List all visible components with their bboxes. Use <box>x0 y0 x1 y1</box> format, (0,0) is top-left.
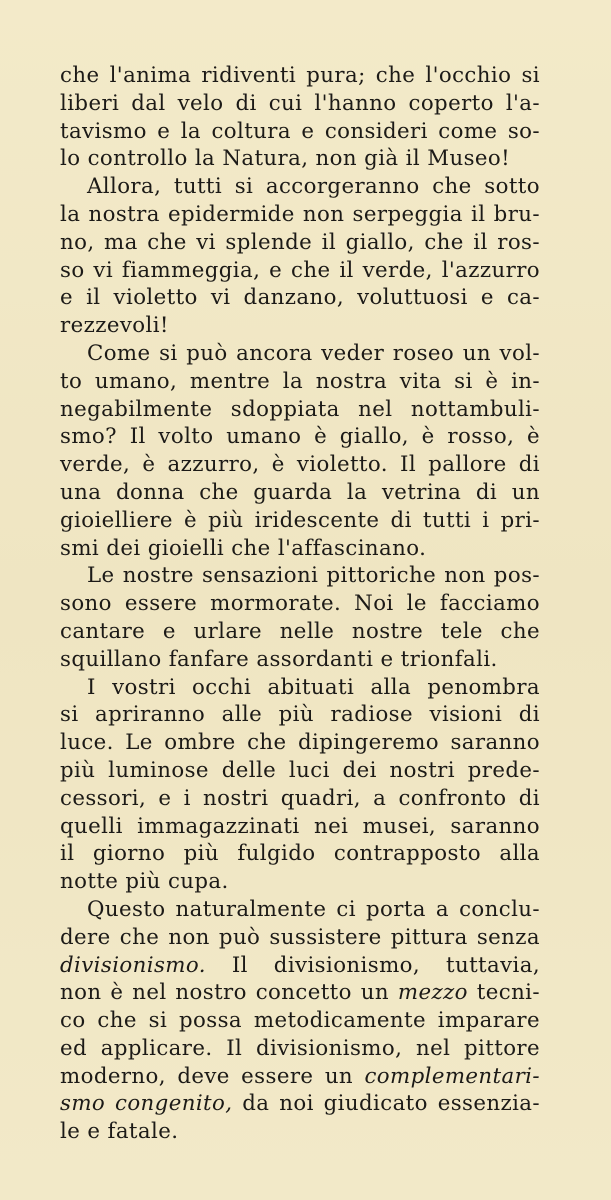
text-line: Come si può ancora veder roseo un vol- <box>87 340 540 366</box>
text-line: tavismo e la coltura e consideri come so- <box>60 118 540 144</box>
text-line: notte più cupa. <box>60 869 229 895</box>
text-line: Allora, tutti si accorgeranno che sotto <box>87 174 540 200</box>
text-line: non è nel nostro concetto un mezzo tecni- <box>60 980 540 1006</box>
text-line: dere che non può sussistere pittura senza <box>60 924 540 950</box>
text-line: gioielliere è più iridescente di tutti i pri- <box>60 507 540 533</box>
text-line: smo? Il volto umano è giallo, è rosso, è <box>60 424 540 450</box>
text-line: smi dei gioielli che l'affascinano. <box>60 535 427 561</box>
text-line: il giorno più fulgido contrapposto alla <box>60 841 540 867</box>
text-line: la nostra epidermide non serpeggia il bru- <box>60 201 540 227</box>
text-line: verde, è azzurro, è violetto. Il pallore di <box>60 452 540 478</box>
text-line: smo congenito, da noi giudicato essenzia- <box>60 1091 541 1117</box>
text-line: no, ma che vi splende il giallo, che il ros- <box>60 229 540 255</box>
text-line: squillano fanfare assordanti e trionfali. <box>60 646 498 672</box>
text-line: le e fatale. <box>60 1119 179 1145</box>
paragraph <box>60 896 540 1146</box>
text-line: più luminose delle luci dei nostri prede- <box>60 757 540 783</box>
text-line: Questo naturalmente ci porta a conclu- <box>87 896 540 922</box>
paragraph <box>60 340 540 562</box>
text-line: lo controllo la Natura, non già il Museo! <box>60 146 511 172</box>
text-line: negabilmente sdoppiata nel nottambuli- <box>60 396 540 422</box>
text-line: che l'anima ridiventi pura; che l'occhio si <box>60 63 540 88</box>
text-line: ed applicare. Il divisionismo, nel pittore <box>60 1035 540 1061</box>
paragraph <box>60 173 540 340</box>
paragraph <box>60 674 540 896</box>
text-line: sono essere mormorate. Noi le facciamo <box>60 591 540 617</box>
text-line: Le nostre sensazioni pittoriche non pos- <box>87 563 540 589</box>
text-line: rezzevoli! <box>60 313 169 339</box>
text-line: e il violetto vi danzano, voluttuosi e ca- <box>60 285 540 311</box>
text-line: una donna che guarda la vetrina di un <box>60 479 540 505</box>
text-line: I vostri occhi abituati alla penombra <box>87 674 540 700</box>
text-line: si apriranno alle più radiose visioni di <box>60 702 540 728</box>
text-line: quelli immagazzinati nei musei, saranno <box>60 813 540 839</box>
text-line: moderno, deve essere un complementari- <box>60 1063 540 1089</box>
text-line: luce. Le ombre che dipingeremo saranno <box>60 730 540 756</box>
text-line: cantare e urlare nelle nostre tele che <box>60 618 540 644</box>
paragraph <box>60 62 540 173</box>
text-line: divisionismo. Il divisionismo, tuttavia, <box>60 952 540 978</box>
text-line: to umano, mentre la nostra vita si è in- <box>60 368 540 394</box>
text-line: cessori, e i nostri quadri, a confronto di <box>60 785 540 811</box>
text-line: liberi dal velo di cui l'hanno coperto l'a- <box>60 90 540 116</box>
text-line: so vi fiammeggia, e che il verde, l'azzurro <box>60 257 540 283</box>
paragraph <box>60 562 540 673</box>
text-line: co che si possa metodicamente imparare <box>60 1008 540 1034</box>
body-text <box>60 62 540 1146</box>
